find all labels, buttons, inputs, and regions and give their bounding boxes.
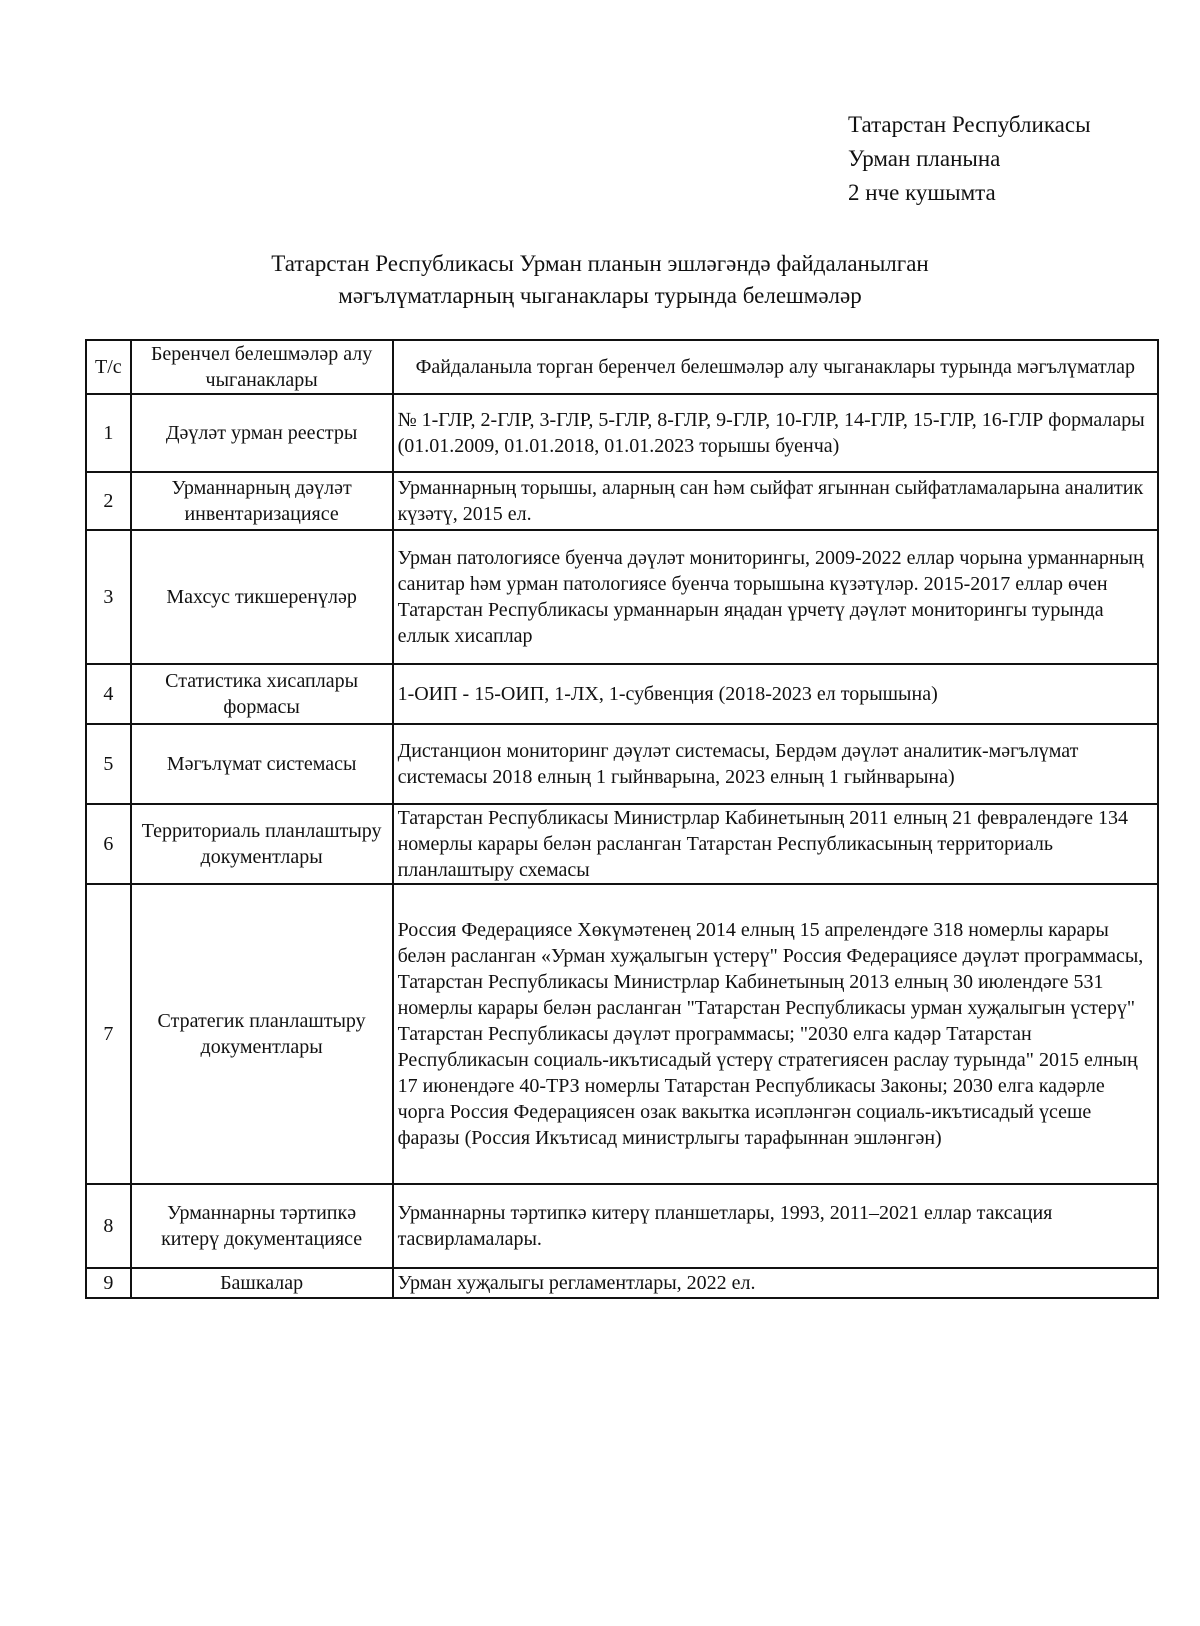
title-line: мәгълүматларның чыганаклары турында белешмәләр [338, 283, 862, 308]
table-row [86, 804, 1158, 884]
row-number: 7 [86, 884, 131, 1184]
table-row [86, 1268, 1158, 1298]
attachment-line: Татарстан Республикасы [848, 112, 1091, 137]
row-source: Мәгълүмат системасы [131, 724, 393, 804]
row-info: Урманнарны тәртипкә китерү планшетлары, 1993, 2011–2021 еллар таксация тасвирламалары. [393, 1184, 1158, 1268]
attachment-line: 2 нче кушымта [848, 180, 996, 205]
row-info: Татарстан Республикасы Министрлар Кабинетының 2011 елның 21 февралендәге 134 номерлы карары белән расланган Татарстан Республикасының территориаль планлаштыру схемасы [393, 804, 1158, 884]
row-number: 4 [86, 664, 131, 724]
row-number: 5 [86, 724, 131, 804]
sources-table [85, 339, 1159, 1299]
table-row [86, 1184, 1158, 1268]
row-source: Урманнарның дәүләт инвентаризациясе [131, 472, 393, 530]
row-source: Махсус тикшеренүләр [131, 530, 393, 664]
row-source: Территориаль планлаштыру документлары [131, 804, 393, 884]
row-info: 1-ОИП - 15-ОИП, 1-ЛХ, 1-субвенция (2018-2023 ел торышына) [393, 664, 1158, 724]
table-row [86, 530, 1158, 664]
row-info: Россия Федерациясе Хөкүмәтенең 2014 елның 15 апрелендәге 318 номерлы карары белән расланган «Урман хуҗалыгын үстерү" Россия Федерациясе дәүләт программасы, Татарстан Республикасы Министрлар Кабинетының 2013 елның 30 июлендәге 531 номерлы карары белән расланган "Татарстан Республикасы урман хуҗалыгын үстерү" Татарстан Республикасы дәүләт программасы; "2030 елга кадәр Татарстан Республикасын социаль-икътисадый үстерү стратегиясен раслау турында" 2015 елның 17 июнендәге 40-ТРЗ номерлы Татарстан Республикасы Законы; 2030 елга кадәрле чорга Россия Федерациясен озак вакытка исәпләнгән социаль-икътисадый үсеше фаразы (Россия Икътисад министрлыгы тарафыннан эшләнгән) [393, 884, 1158, 1184]
row-source: Урманнарны тәртипкә китерү документациясе [131, 1184, 393, 1268]
table-row [86, 884, 1158, 1184]
table-header-row [86, 340, 1158, 394]
header-number: Т/с [86, 340, 131, 394]
row-source: Статистика хисаплары формасы [131, 664, 393, 724]
row-number: 6 [86, 804, 131, 884]
table-row [86, 664, 1158, 724]
table-row [86, 472, 1158, 530]
table-row [86, 394, 1158, 472]
row-info: Урман патологиясе буенча дәүләт мониторингы, 2009-2022 еллар чорына урманнарның санитар һәм урман патологиясе буенча торышына күзәтүләр. 2015-2017 еллар өчен Татарстан Республикасы урманнарын яңадан үрчетү дәүләт мониторингы турында еллык хисаплар [393, 530, 1158, 664]
row-info: Урман хуҗалыгы регламентлары, 2022 ел. [393, 1268, 1158, 1298]
row-info: Дистанцион мониторинг дәүләт системасы, Бердәм дәүләт аналитик-мәгълүмат системасы 2018 елның 1 гыйнварына, 2023 елның 1 гыйнварына) [393, 724, 1158, 804]
table-row [86, 724, 1158, 804]
row-number: 2 [86, 472, 131, 530]
header-info: Файдаланыла торган беренчел белешмәләр алу чыганаклары турында мәгълүматлар [393, 340, 1158, 394]
row-number: 1 [86, 394, 131, 472]
row-number: 9 [86, 1268, 131, 1298]
row-info: Урманнарның торышы, аларның сан һәм сыйфат ягыннан сыйфатламаларына аналитик күзәтү, 2015 ел. [393, 472, 1158, 530]
document-title [100, 248, 1100, 312]
row-source: Башкалар [131, 1268, 393, 1298]
title-line: Татарстан Республикасы Урман планын эшләгәндә файдаланылган [271, 251, 929, 276]
row-source: Дәүләт урман реестры [131, 394, 393, 472]
row-number: 3 [86, 530, 131, 664]
row-number: 8 [86, 1184, 131, 1268]
attachment-note [848, 108, 1091, 210]
row-source: Стратегик планлаштыру документлары [131, 884, 393, 1184]
row-info: № 1-ГЛР, 2-ГЛР, 3-ГЛР, 5-ГЛР, 8-ГЛР, 9-ГЛР, 10-ГЛР, 14-ГЛР, 15-ГЛР, 16-ГЛР формалары (01.01.2009, 01.01.2018, 01.01.2023 торышы буенча) [393, 394, 1158, 472]
attachment-line: Урман планына [848, 146, 1001, 171]
header-source: Беренчел белешмәләр алу чыганаклары [131, 340, 393, 394]
